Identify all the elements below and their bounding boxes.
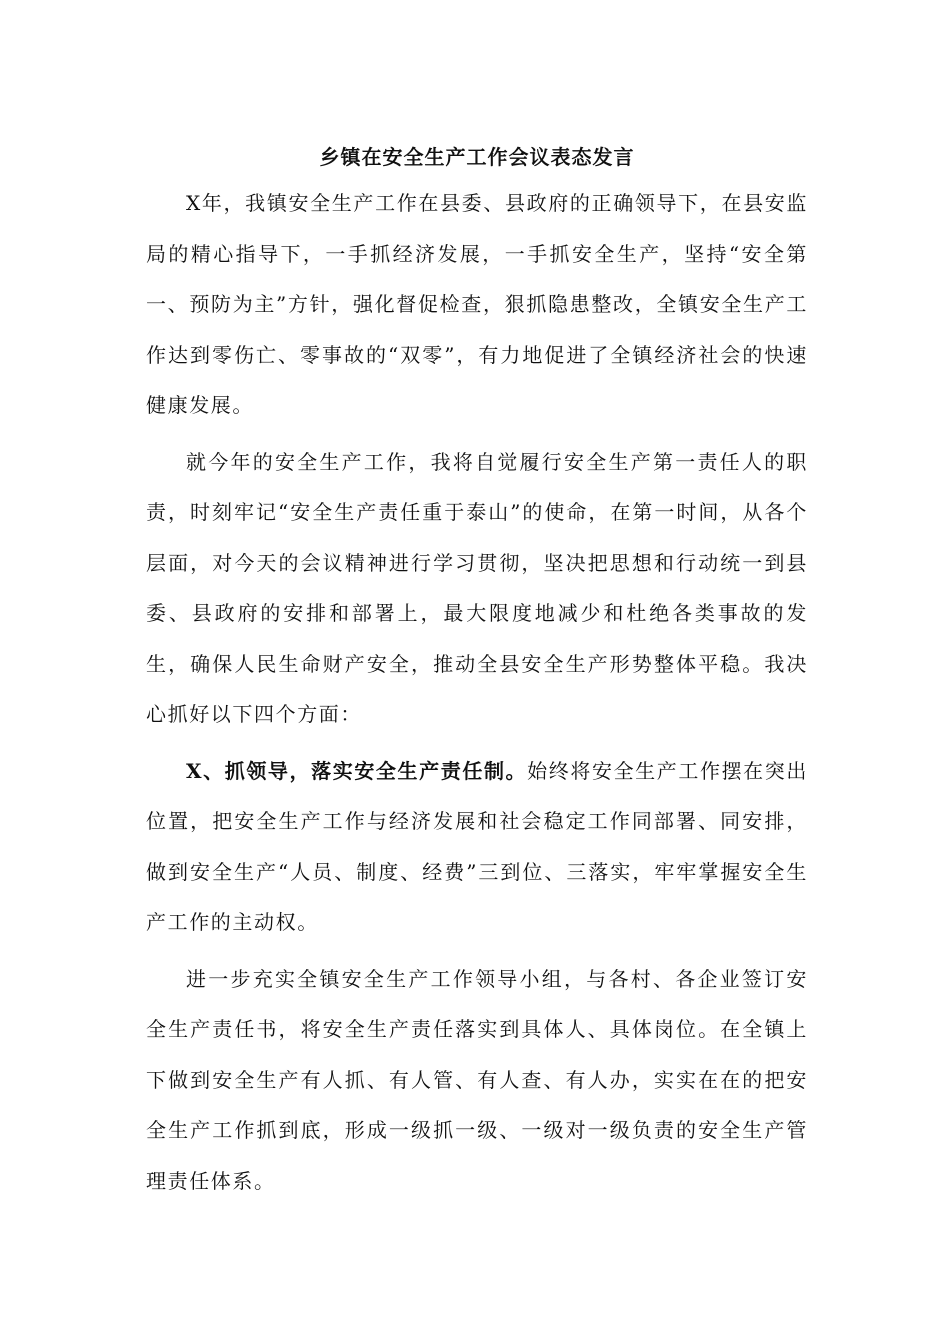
paragraph-2 [146, 437, 808, 740]
paragraph-text: 始终将安全生产工作摆在突出位置，把安全生产工作与经济发展和社会稳定工作同部署、同安排，做到安全生产“人员、制度、经费”三到位、三落实，牢牢掌握安全生产工作的主动权。 [146, 758, 808, 934]
paragraph-4 [146, 954, 808, 1207]
paragraph-lead-heading: X、抓领导，落实安全生产责任制。 [186, 758, 528, 783]
document-page [146, 140, 808, 1212]
paragraph-3 [146, 746, 808, 948]
document-title: 乡镇在安全生产工作会议表态发言 [319, 145, 635, 169]
paragraph-1 [146, 178, 808, 431]
paragraph-text: 进一步充实全镇安全生产工作领导小组，与各村、各企业签订安全生产责任书，将安全生产责任落实到具体人、具体岗位。在全镇上下做到安全生产有人抓、有人管、有人查、有人办，实实在在的把安全生产工作抓到底，形成一级抓一级、一级对一级负责的安全生产管理责任体系。 [146, 966, 808, 1193]
paragraph-text: 就今年的安全生产工作，我将自觉履行安全生产第一责任人的职责，时刻牢记“安全生产责任重于泰山”的使命，在第一时间，从各个层面，对今天的会议精神进行学习贯彻，坚决把思想和行动统一到县委、县政府的安排和部署上，最大限度地减少和杜绝各类事故的发生，确保人民生命财产安全，推动全县安全生产形势整体平稳。我决心抓好以下四个方面： [146, 449, 808, 726]
paragraph-text: X年，我镇安全生产工作在县委、县政府的正确领导下，在县安监局的精心指导下，一手抓经济发展，一手抓安全生产，坚持“安全第一、预防为主”方针，强化督促检查，狠抓隐患整改，全镇安全生产工作达到零伤亡、零事故的“双零”，有力地促进了全镇经济社会的快速健康发展。 [146, 191, 808, 417]
